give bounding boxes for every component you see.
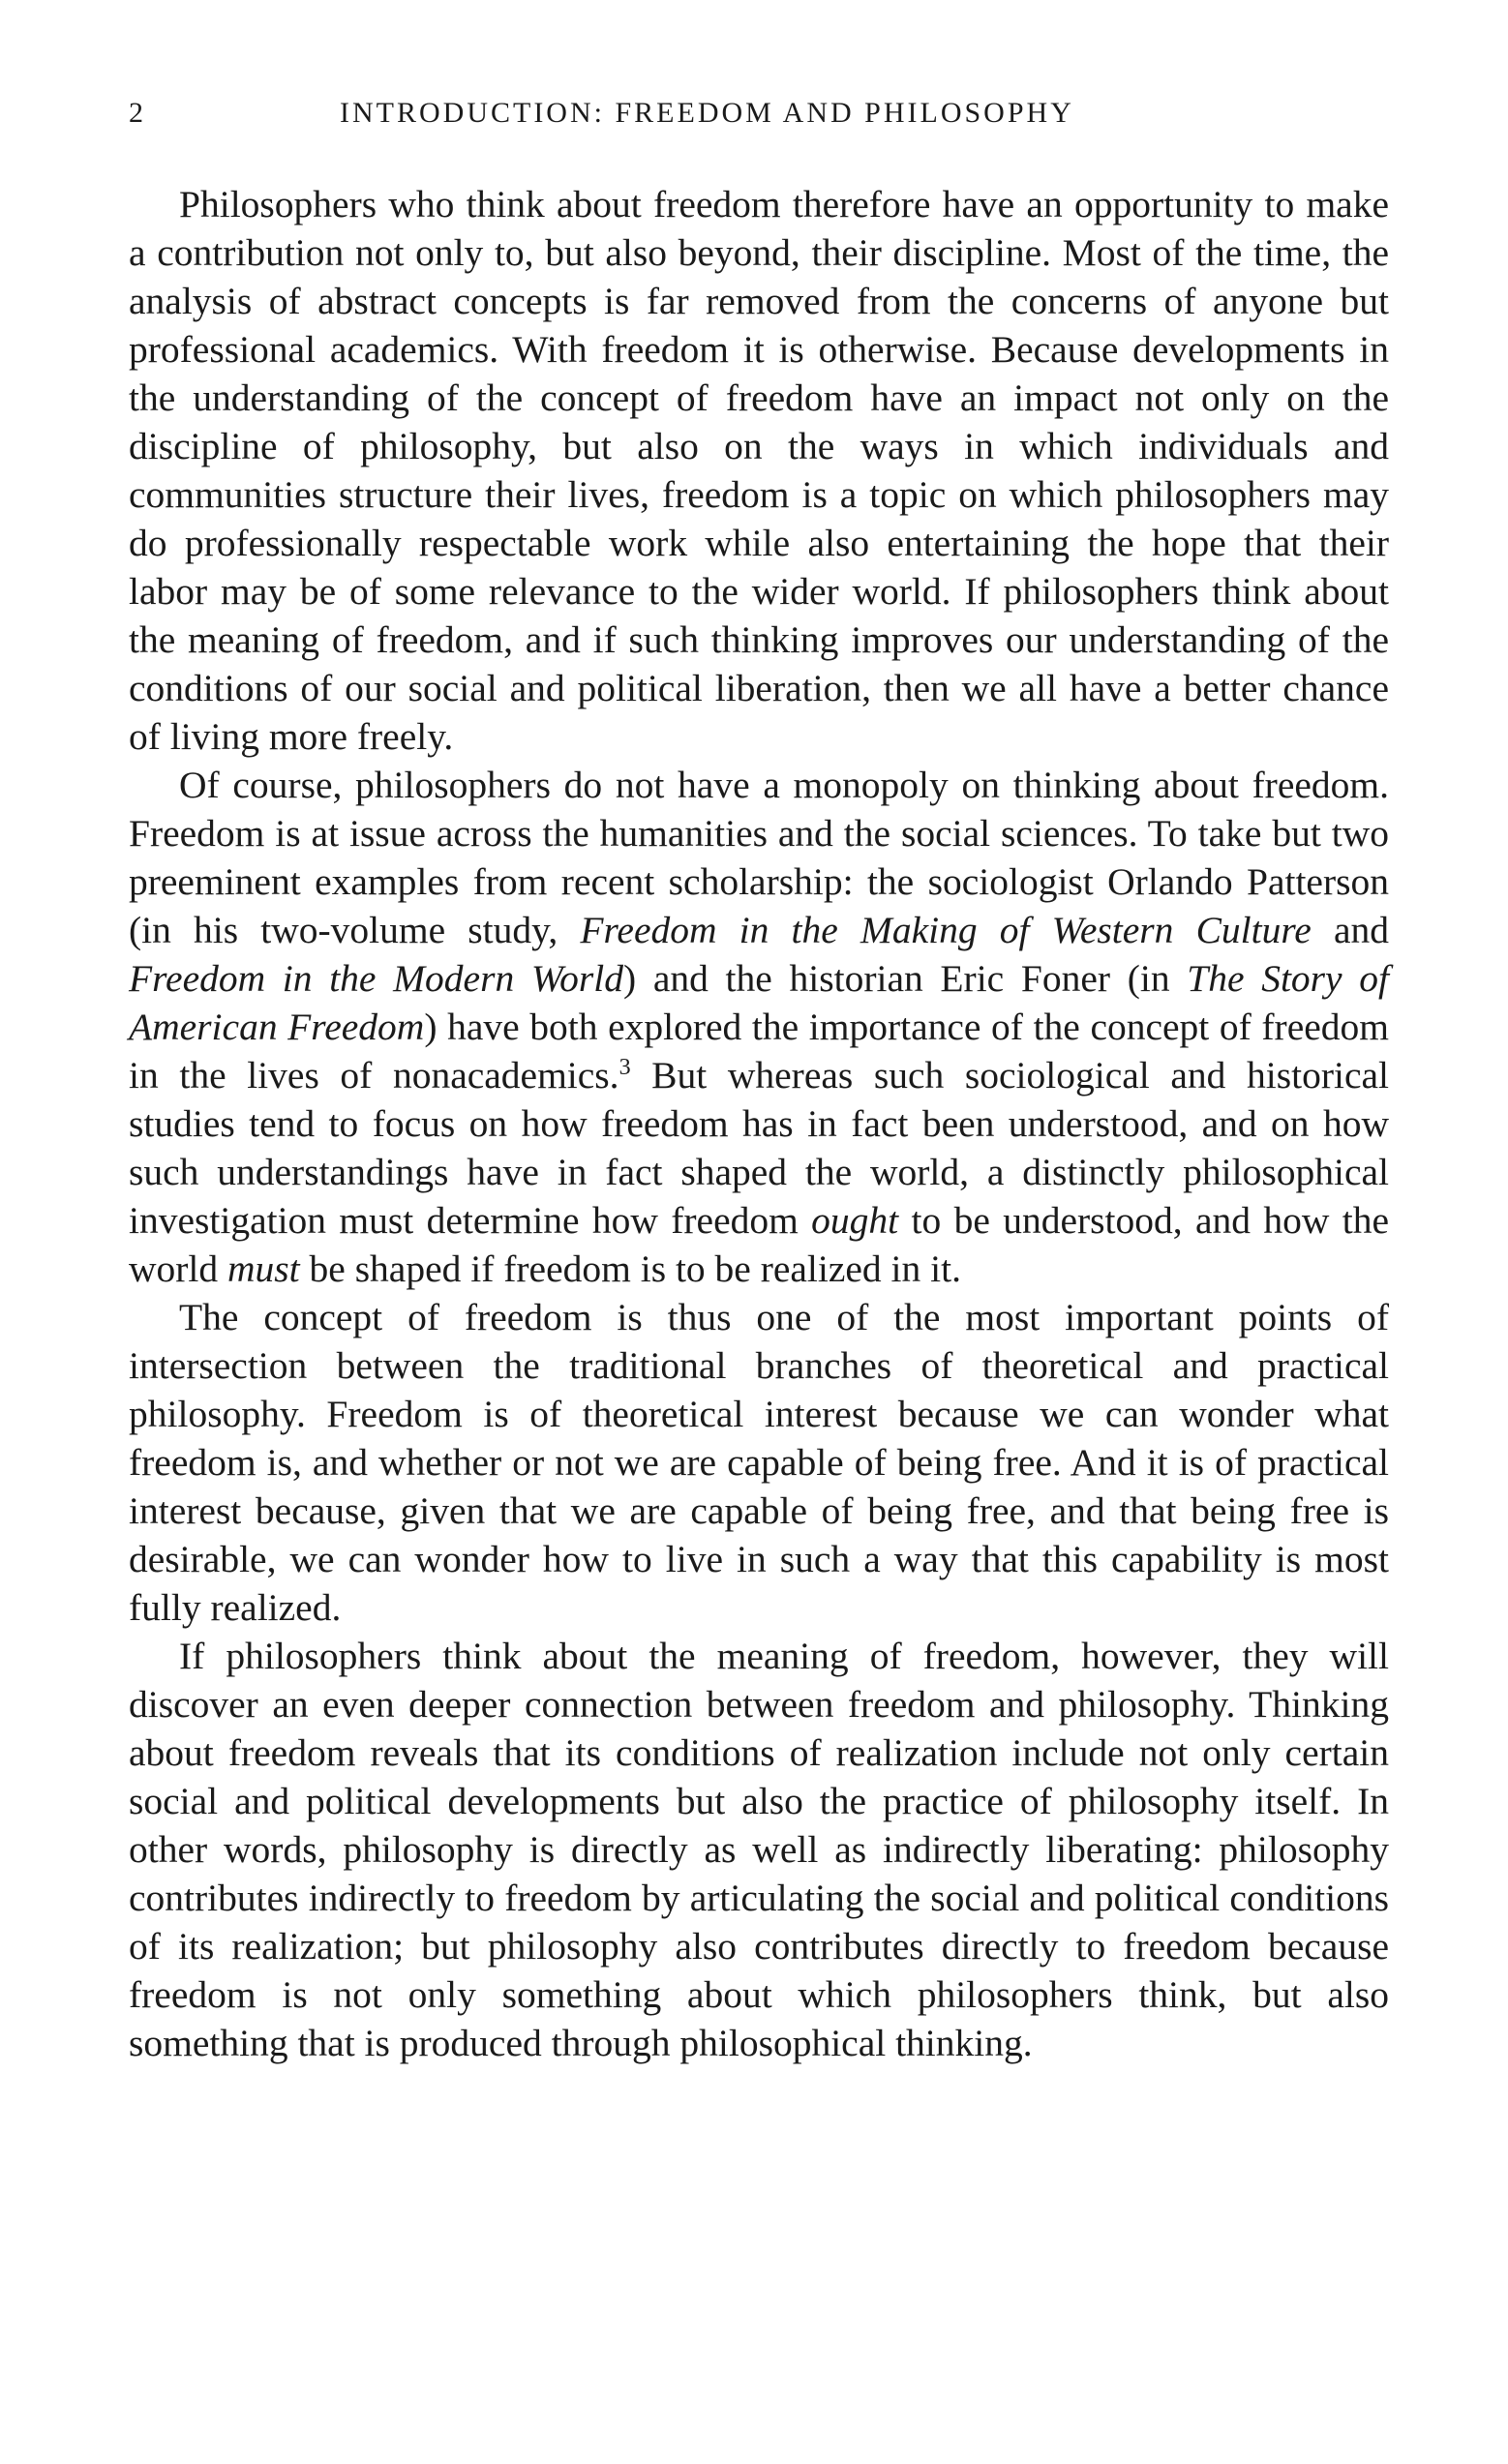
paragraph-3: The concept of freedom is thus one of the most important points of intersection between the traditional branches of theoretical and practical philosophy. Freedom is of theoretical interest because we can wonder what freedom is, and whether or not we are capable of being free. And it is of practical interest because, given that we are capable of being free, and that being free is desirable, we can wonder how to live in such a way that this capability is most fully realized.: [129, 1296, 1389, 1629]
paragraph-2-text-3: ) and the historian Eric Foner (in: [623, 957, 1188, 1000]
running-head: [129, 89, 1389, 137]
paragraph-4: If philosophers think about the meaning of freedom, however, they will discover an even deeper connection between freedom and philosophy. Thinking about freedom reveals that its conditions of realization include not only certain social and political developments but also the practice of philosophy itself. In other words, philosophy is directly as well as indirectly liberating: philosophy contributes indirectly to freedom by articulating the social and political conditions of its realization; but philosophy also contributes directly to freedom because freedom is not only something about which philosophers think, but also something that is produced through philosophical thinking.: [129, 1635, 1389, 2064]
page-number: 2: [129, 97, 143, 129]
emphasis-must: must: [227, 1247, 300, 1290]
paragraph-2-text-7: be shaped if freedom is to be realized in it.: [299, 1247, 961, 1290]
paragraph-2-text-2: and: [1311, 909, 1389, 951]
paragraph-2-text-5: But whereas such sociological and historical studies tend to focus on how freedom has in fact been understood, and on how such understandings have in fact shaped the world, a distinctly philosophical investigation must determine how freedom: [129, 1054, 1390, 1242]
paragraph-2: [129, 761, 1389, 1293]
paragraph-1: Philosophers who think about freedom therefore have an opportunity to make a contribution not only to, but also beyond, their discipline. Most of the time, the analysis of abstract concepts is far removed from the concerns of anyone but professional academics. With freedom it is otherwise. Because developments in the understanding of the concept of freedom have an impact not only on the discipline of philosophy, but also on the ways in which individuals and communities structure their lives, freedom is a topic on which philosophers may do professionally respectable work while also entertaining the hope that their labor may be of some relevance to the wider world. If philosophers think about the meaning of freedom, and if such thinking improves our understanding of the conditions of our social and political liberation, then we all have a better chance of living more freely.: [129, 183, 1389, 758]
body-text: [129, 180, 1389, 2067]
paragraph-2-text-4: ) have both explored the importance of the concept of freedom in the lives of nonacademics.: [129, 1006, 1389, 1097]
footnote-marker: 3: [618, 1055, 631, 1080]
book-title-freedom-modern-world: Freedom in the Modern World: [129, 957, 624, 1000]
paragraph-2-text-6: to be understood, and how the world: [129, 1199, 1389, 1290]
book-title-story-american-freedom: The Story of American Freedom: [129, 957, 1389, 1048]
book-title-freedom-western-culture: Freedom in the Making of Western Culture: [580, 909, 1312, 951]
paragraph-2-text-1: Of course, philosophers do not have a monopoly on thinking about freedom. Freedom is at issue across the humanities and the social sciences. To take but two preeminent examples from recent scholarship: the sociologist Orlando Patterson (in his two-volume study,: [129, 764, 1389, 951]
emphasis-ought: ought: [811, 1199, 899, 1242]
chapter-title: INTRODUCTION: FREEDOM AND PHILOSOPHY: [340, 97, 1074, 129]
